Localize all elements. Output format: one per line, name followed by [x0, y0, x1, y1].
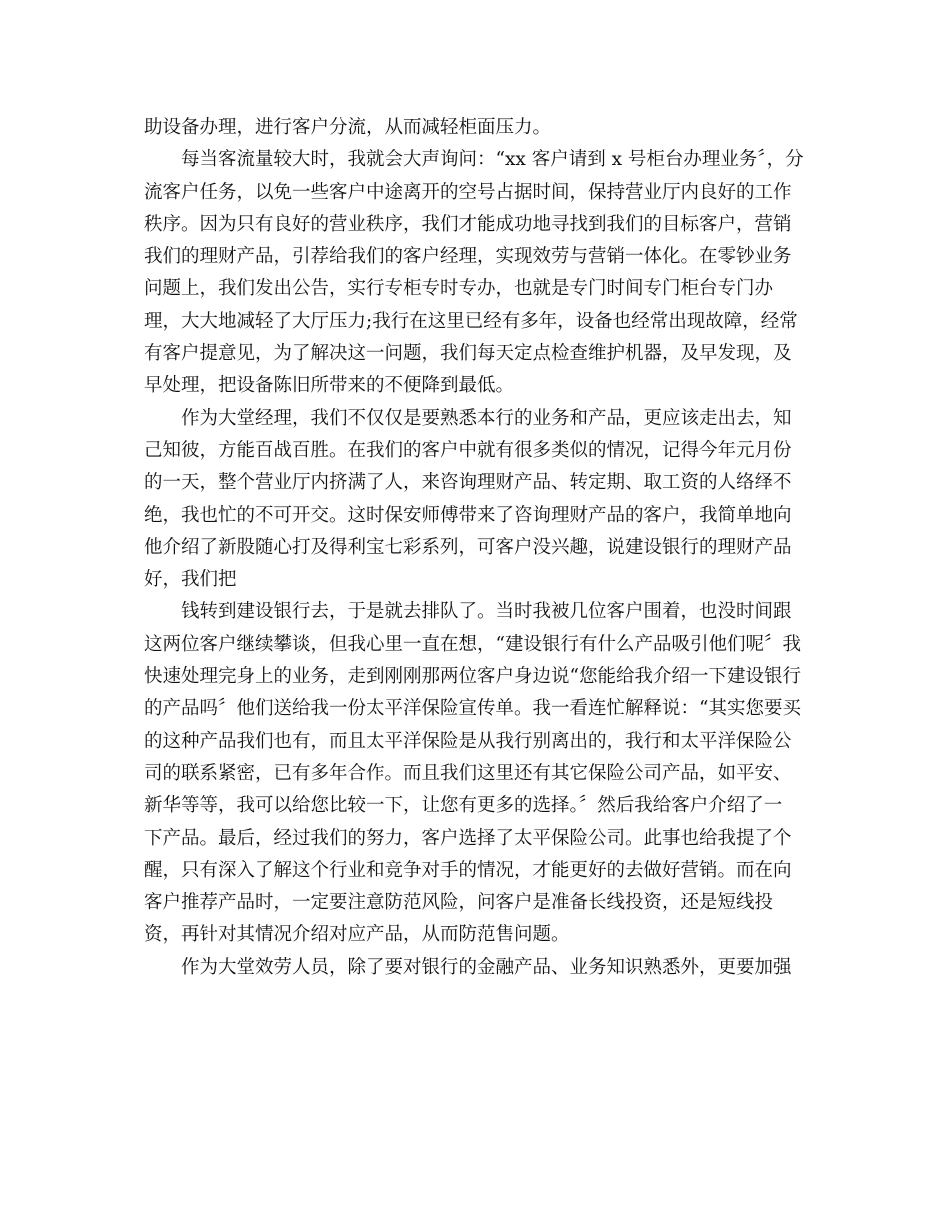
text-line: 司的联系紧密，已有多年合作。而且我们这里还有其它保险公司产品，如平安、 — [144, 762, 792, 784]
text-line: 新华等等，我可以给您比较一下，让您有更多的选择。〞然后我给客户介绍了一 — [144, 795, 783, 817]
text-line: 流客户任务，以免一些客户中途离开的空号占据时间，保持营业厅内良好的工作 — [144, 181, 792, 203]
text-line: 己知彼，方能百战百胜。在我们的客户中就有很多类似的情况，记得今年元月份 — [144, 439, 792, 461]
text-line: 好，我们把 — [144, 569, 237, 591]
text-line: 资，再针对其情况介绍对应产品，从而防范售问题。 — [144, 924, 570, 946]
text-line: 客户推荐产品时，一定要注意防范风险，问客户是准备长线投资，还是短线投 — [144, 892, 774, 914]
text-line: 下产品。最后，经过我们的努力，客户选择了太平保险公司。此事也给我提了个 — [144, 827, 792, 849]
document-body — [144, 112, 804, 984]
text-line: 问题上，我们发出公告，实行专柜专时专办，也就是专门时间专门柜台专门办 — [144, 278, 774, 300]
text-line: 秩序。因为只有良好的营业秩序，我们才能成功地寻找到我们的目标客户，营销 — [144, 213, 792, 235]
text-line: 每当客流量较大时，我就会大声询问：“xx 客户请到 x 号柜台办理业务〞，分 — [181, 149, 804, 171]
text-line: 快速处理完身上的业务，走到刚刚那两位客户身边说“您能给我介绍一下建设银行 — [144, 666, 801, 688]
text-line: 这两位客户继续攀谈，但我心里一直在想，“建设银行有什么产品吸引他们呢〞我 — [144, 633, 801, 655]
text-line: 钱转到建设银行去，于是就去排队了。当时我被几位客户围着，也没时间跟 — [181, 601, 792, 623]
text-line: 醒，只有深入了解这个行业和竞争对手的情况，才能更好的去做好营销。而在向 — [144, 859, 792, 881]
text-line: 助设备办理，进行客户分流，从而减轻柜面压力。 — [144, 117, 552, 138]
text-line: 绝，我也忙的不可开交。这时保安师傅带来了咨询理财产品的客户，我简单地向 — [144, 504, 792, 526]
text-line: 作为大堂效劳人员，除了要对银行的金融产品、业务知识熟悉外，更要加强 — [181, 956, 792, 978]
text-line: 有客户提意见，为了解决这一问题，我们每天定点检查维护机器，及早发现，及 — [144, 343, 792, 365]
text-line: 的一天，整个营业厅内挤满了人，来咨询理财产品、转定期、取工资的人络绎不 — [144, 472, 792, 494]
text-line: 他介绍了新股随心打及得利宝七彩系列，可客户没兴趣，说建设银行的理财产品 — [144, 536, 792, 558]
text-line: 理，大大地减轻了大厅压力;我行在这里已经有多年，设备也经常出现故障，经常 — [144, 310, 798, 332]
text-line: 作为大堂经理，我们不仅仅是要熟悉本行的业务和产品，更应该走出去，知 — [181, 407, 792, 429]
text-line: 我们的理财产品，引荐给我们的客户经理，实现效劳与营销一体化。在零钞业务 — [144, 246, 792, 268]
text-line: 的这种产品我们也有，而且太平洋保险是从我行别离出的，我行和太平洋保险公 — [144, 730, 792, 752]
text-line: 的产品吗〞他们送给我一份太平洋保险宣传单。我一看连忙解释说：“其实您要买 — [144, 698, 801, 720]
text-line: 早处理，把设备陈旧所带来的不便降到最低。 — [144, 375, 515, 397]
